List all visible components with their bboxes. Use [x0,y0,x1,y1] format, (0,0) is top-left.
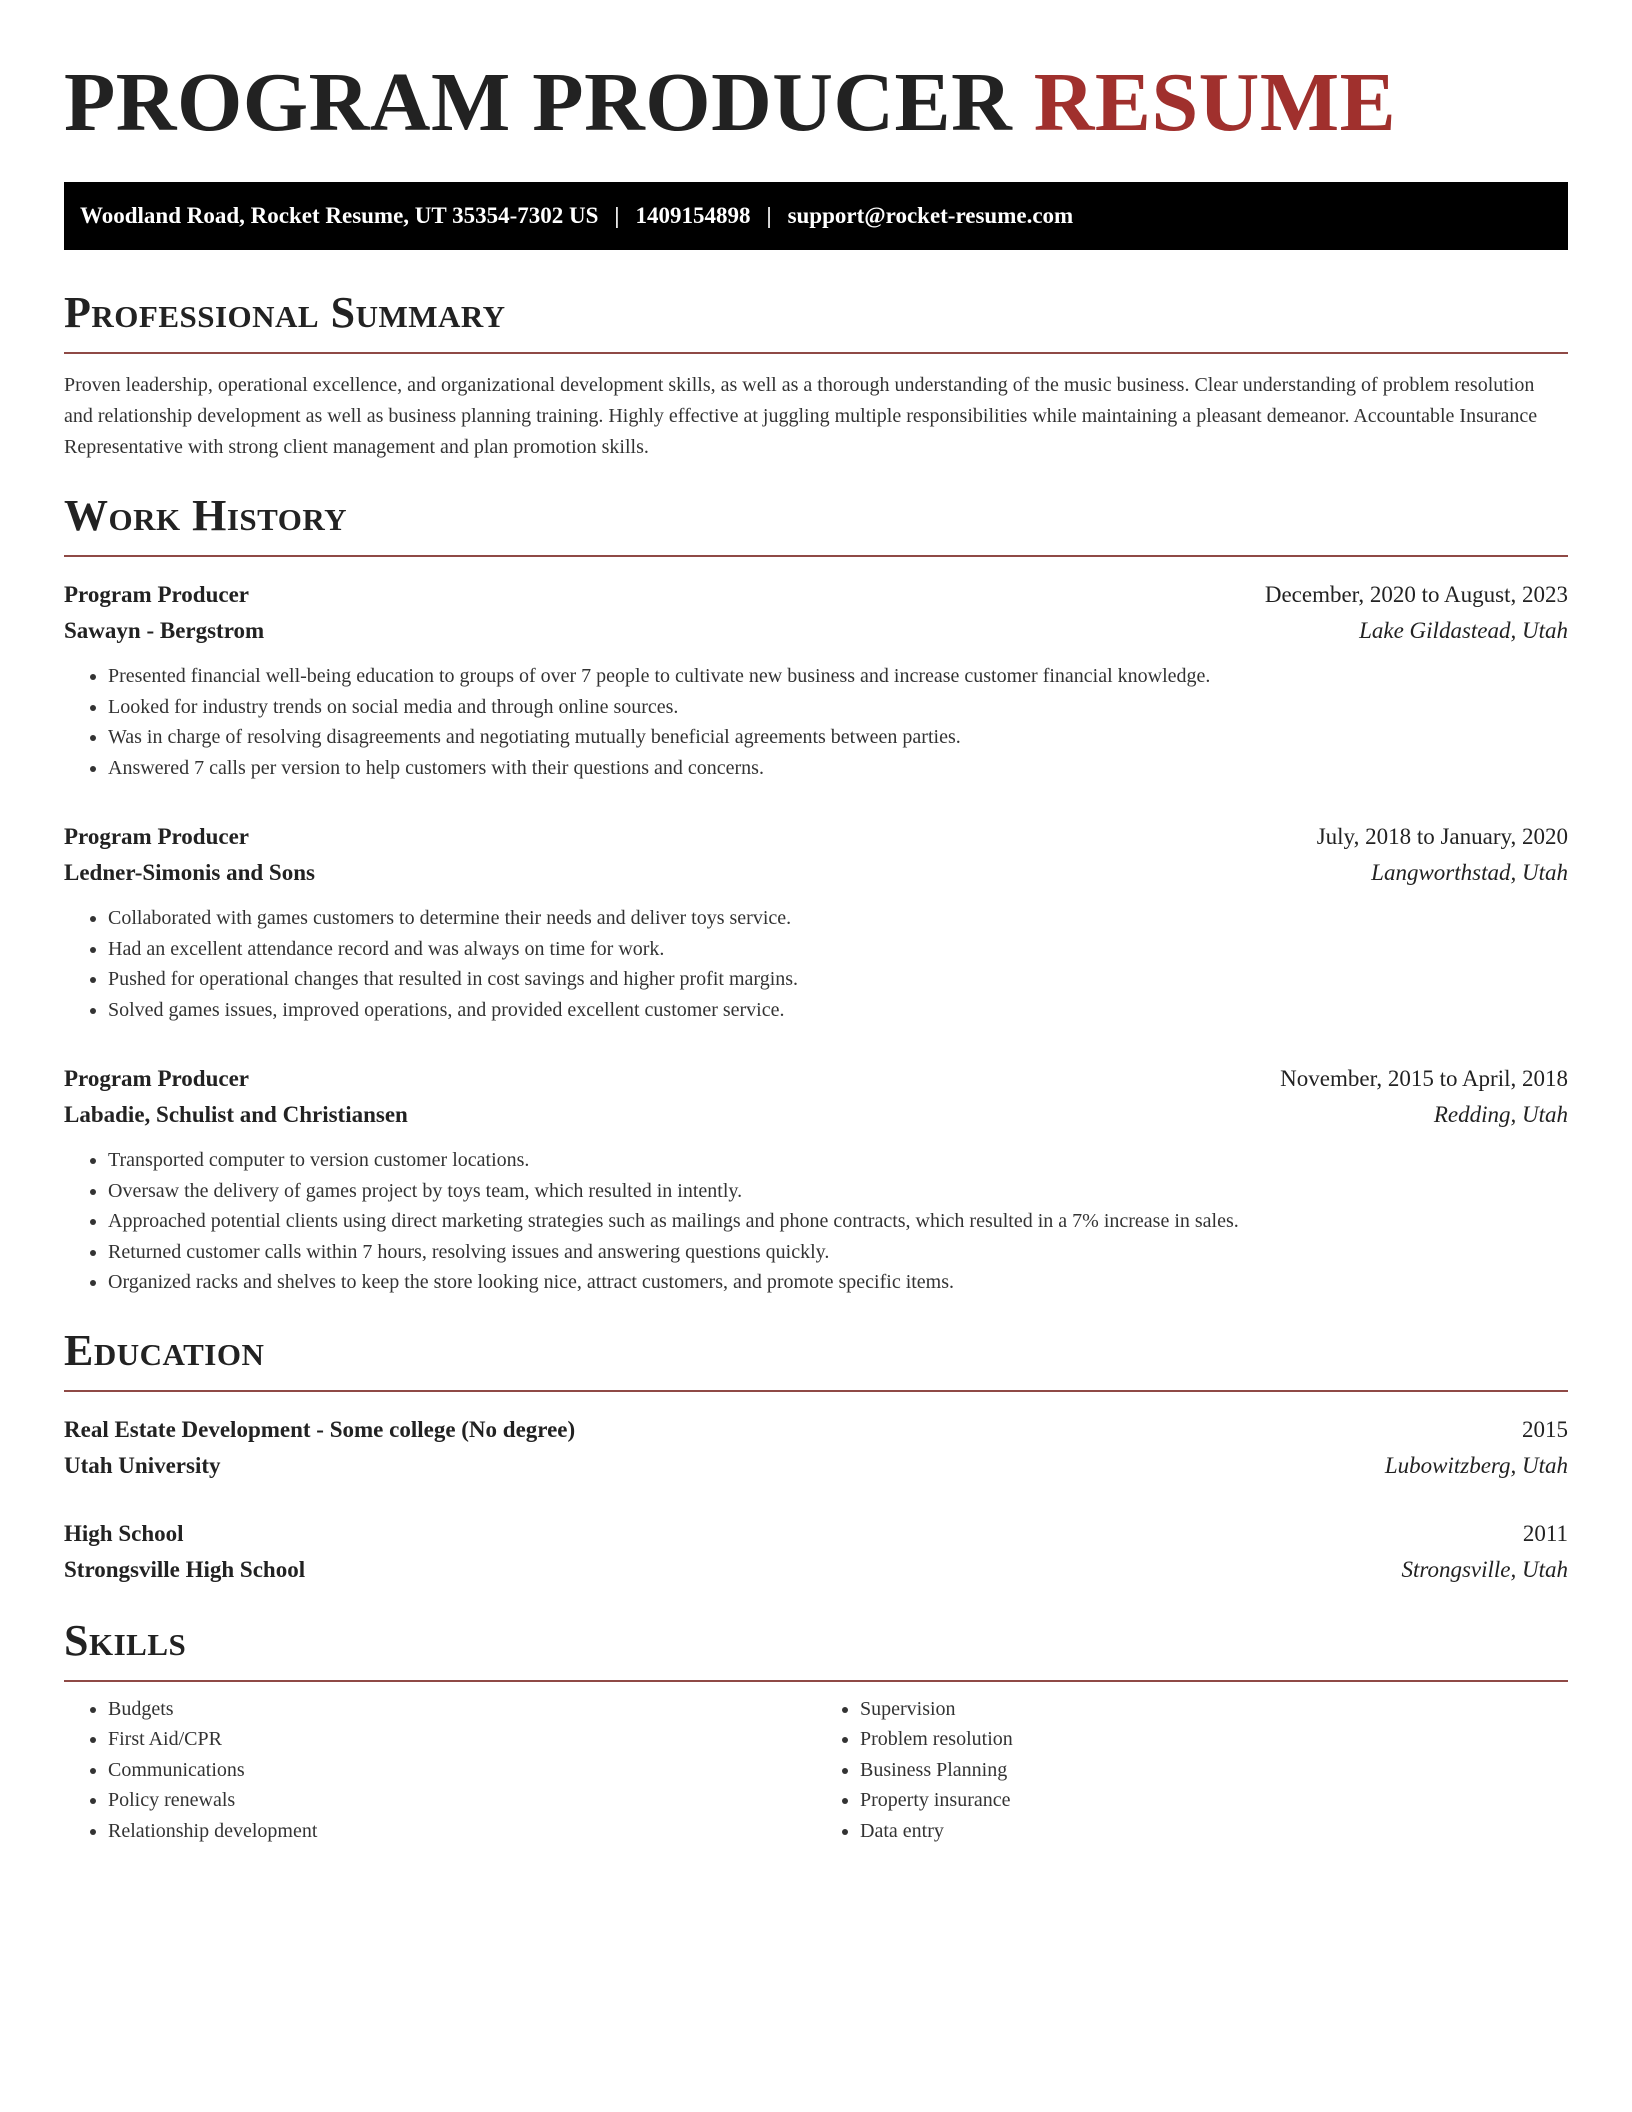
title-accent: RESUME [1033,56,1397,149]
job-company-row [64,855,1568,891]
education-school: Strongsville High School [64,1556,306,1582]
education-entry [64,1412,1568,1484]
list-item: • Returned customer calls within 7 hours, resolving issues and answering questions quickly. [108,1237,1568,1268]
job-company-row [64,613,1568,649]
job-company: Ledner-Simonis and Sons [64,860,315,885]
job-company-row [64,1097,1568,1133]
list-item: • Communications [108,1755,816,1786]
education-location: Lubowitzberg, Utah [1384,1452,1568,1478]
job-header-row [64,819,1568,855]
job-entry [64,1061,1568,1298]
summary-text: Proven leadership, operational excellence, and organizational development skills, as well as a thorough understanding of the music business. Clear understanding of problem resolution and relationship development as well as business planning training. Highly effective at juggling multiple responsibilities while maintaining a pleasant demeanor. Accountable Insurance Representative with strong client management and plan promotion skills. [64,374,1538,458]
contact-address: Woodland Road, Rocket Resume, UT 35354-7302 US [80,203,599,228]
job-location: Lake Gildastead, Utah [1359,618,1568,643]
job-header-row [64,1061,1568,1097]
job-entry [64,577,1568,783]
list-item: • Business Planning [860,1755,1568,1786]
job-bullets [64,661,1568,783]
list-item: • Supervision [860,1694,1568,1725]
list-item: • Looked for industry trends on social media and through online sources. [108,692,1568,723]
education-section [64,1324,1568,1588]
list-item: • Relationship development [108,1816,816,1847]
education-school-row [64,1448,1568,1484]
job-bullets [64,1145,1568,1298]
job-dates: July, 2018 to January, 2020 [1316,824,1568,849]
skills-heading: Skills [64,1615,187,1665]
contact-email: support@rocket-resume.com [787,203,1074,228]
list-item: • First Aid/CPR [108,1724,816,1755]
list-item: • Solved games issues, improved operations, and provided excellent customer service. [108,995,1568,1026]
summary-section [64,286,1568,463]
education-year: 2011 [1522,1520,1568,1546]
title-main: PROGRAM PRODUCER [64,56,1013,149]
list-item: • Budgets [108,1694,816,1725]
skills-list-left [64,1694,816,1847]
list-item: • Organized racks and shelves to keep the store looking nice, attract customers, and promote specific items. [108,1267,1568,1298]
job-dates: November, 2015 to April, 2018 [1280,1066,1568,1091]
list-item: • Presented financial well-being education to groups of over 7 people to cultivate new business and increase customer financial knowledge. [108,661,1568,692]
contact-separator: | [766,203,772,228]
skills-grid [64,1694,1568,1847]
job-company: Labadie, Schulist and Christiansen [64,1102,408,1127]
list-item: • Collaborated with games customers to determine their needs and deliver toys service. [108,903,1568,934]
job-company: Sawayn - Bergstrom [64,618,265,643]
education-year: 2015 [1522,1416,1568,1442]
list-item: • Transported computer to version customer locations. [108,1145,1568,1176]
job-entry [64,819,1568,1025]
education-school: Utah University [64,1452,221,1478]
contact-phone: 1409154898 [635,203,751,228]
list-item: • Answered 7 calls per version to help customers with their questions and concerns. [108,753,1568,784]
list-item: • Data entry [860,1816,1568,1847]
contact-bar [64,182,1568,250]
resume-title [64,0,1568,150]
list-item: • Policy renewals [108,1785,816,1816]
section-divider [64,352,1568,354]
section-divider [64,1390,1568,1392]
list-item: • Approached potential clients using direct marketing strategies such as mailings and phone contracts, which resulted in a 7% increase in sales. [108,1206,1568,1237]
education-degree: High School [64,1520,184,1546]
list-item: • Property insurance [860,1785,1568,1816]
education-header-row [64,1412,1568,1448]
job-location: Langworthstad, Utah [1371,860,1568,885]
job-bullets [64,903,1568,1025]
contact-separator: | [614,203,620,228]
list-item: • Was in charge of resolving disagreements and negotiating mutually beneficial agreements between parties. [108,722,1568,753]
list-item: • Problem resolution [860,1724,1568,1755]
section-divider [64,555,1568,557]
education-heading: Education [64,1325,265,1375]
section-divider [64,1680,1568,1682]
job-header-row [64,577,1568,613]
skills-list-right [816,1694,1568,1847]
job-title: Program Producer [64,582,250,607]
education-entry [64,1516,1568,1588]
job-title: Program Producer [64,1066,250,1091]
job-location: Redding, Utah [1433,1102,1568,1127]
work-history-section [64,489,1568,1298]
education-header-row [64,1516,1568,1552]
skills-section [64,1614,1568,1847]
education-location: Strongsville, Utah [1401,1556,1568,1582]
list-item: • Oversaw the delivery of games project by toys team, which resulted in intently. [108,1176,1568,1207]
list-item: • Pushed for operational changes that resulted in cost savings and higher profit margins. [108,964,1568,995]
summary-heading: Professional Summary [64,288,506,337]
education-school-row [64,1552,1568,1588]
job-title: Program Producer [64,824,250,849]
education-degree: Real Estate Development - Some college (No degree) [64,1416,576,1442]
list-item: • Had an excellent attendance record and was always on time for work. [108,934,1568,965]
job-dates: December, 2020 to August, 2023 [1264,582,1568,607]
work-history-heading: Work History [64,491,348,540]
